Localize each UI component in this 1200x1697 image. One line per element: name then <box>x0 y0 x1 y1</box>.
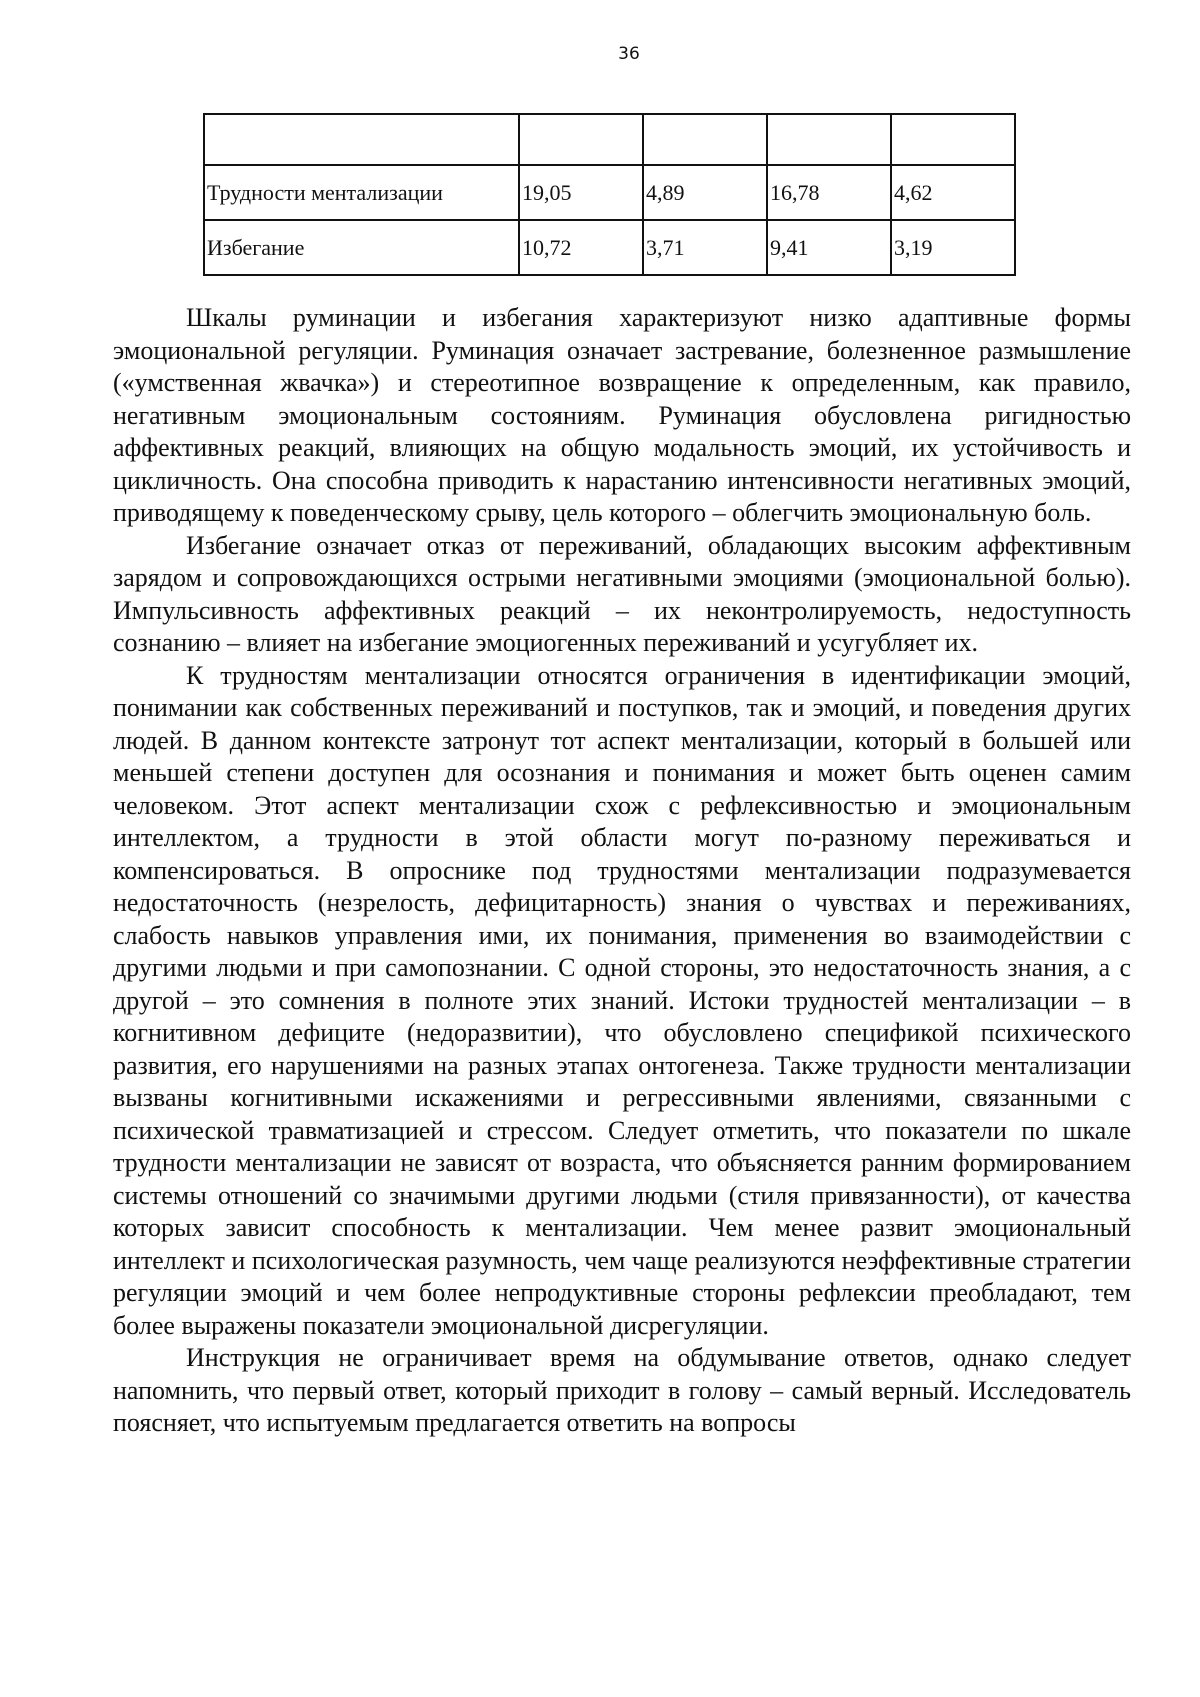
page-number: 36 <box>618 44 640 64</box>
table-cell <box>204 114 519 165</box>
table-cell <box>767 114 891 165</box>
table-header-row <box>204 114 1015 165</box>
paragraph-rumination: Шкалы руминации и избегания характеризуют низко адаптивные формы эмоциональной регуляции. Руминация означает застревание, болезненное размышление («умственная жвачка») и стереотипное возвращение к определенным, как правило, негативным эмоциональным состояниям. Руминация обусловлена ригидностью аффективных реакций, влияющих на общую модальность эмоций, их устойчивость и цикличность. Она способна приводить к нарастанию интенсивности негативных эмоций, приводящему к поведенческому срыву, цель которого – облегчить эмоциональную боль. <box>113 303 1131 527</box>
statistics-table <box>203 113 1016 276</box>
table-cell: 4,89 <box>643 165 767 220</box>
table-row <box>204 165 1015 220</box>
paragraph-instruction: Инструкция не ограничивает время на обдумывание ответов, однако следует напомнить, что первый ответ, который приходит в голову – самый верный. Исследователь поясняет, что испытуемым предлагается ответить на вопросы <box>113 1343 1131 1437</box>
paragraph-mentalization: К трудностям ментализации относятся ограничения в идентификации эмоций, понимании как собственных переживаний и поступков, так и эмоций, и поведения других людей. В данном контексте затронут тот аспект ментализации, который в большей или меньшей степени доступен для осознания и понимания и может быть оценен самим человеком. Этот аспект ментализации схож с рефлексивностью и эмоциональным интеллектом, а трудности в этой области могут по-разному переживаться и компенсироваться. В опроснике под трудностями ментализации подразумевается недостаточность (незрелость, дефицитарность) знания о чувствах и переживаниях, слабость навыков управления ими, их понимания, применения во взаимодействии с другими людьми и при самопознании. С одной стороны, это недостаточность знания, а с другой – это сомнения в полноте этих знаний. Истоки трудностей ментализации – в когнитивном дефиците (недоразвитии), что обусловлено спецификой психического развития, его нарушениями на разных этапах онтогенеза. Также трудности ментализации вызваны когнитивными искажениями и регрессивными явлениями, связанными с психической травматизацией и стрессом. Следует отметить, что показатели по шкале трудности ментализации не зависят от возраста, что объясняется ранним формированием системы отношений со значимыми другими людьми (стиля привязанности), от качества которых зависит способность к ментализации. Чем менее развит эмоциональный интеллект и психологическая разумность, чем чаще реализуются неэффективные стратегии регуляции эмоций и чем более непродуктивные стороны рефлексии преобладают, тем более выражены показатели эмоциональной дисрегуляции. <box>113 660 1131 1340</box>
table-cell: 4,62 <box>891 165 1015 220</box>
table-cell <box>643 114 767 165</box>
row-label: Избегание <box>204 220 519 275</box>
table-cell <box>519 114 643 165</box>
table-cell: 3,19 <box>891 220 1015 275</box>
table-cell: 9,41 <box>767 220 891 275</box>
body-text <box>113 302 1131 1440</box>
table-row <box>204 220 1015 275</box>
table-cell: 10,72 <box>519 220 643 275</box>
table-cell <box>891 114 1015 165</box>
paragraph-avoidance: Избегание означает отказ от переживаний, обладающих высоким аффективным зарядом и сопровождающихся острыми негативными эмоциями (эмоциональной болью). Импульсивность аффективных реакций – их неконтролируемость, недоступность сознанию – влияет на избегание эмоциогенных переживаний и усугубляет их. <box>113 530 1131 657</box>
row-label: Трудности ментализации <box>204 165 519 220</box>
table-cell: 3,71 <box>643 220 767 275</box>
table-cell: 16,78 <box>767 165 891 220</box>
table-cell: 19,05 <box>519 165 643 220</box>
